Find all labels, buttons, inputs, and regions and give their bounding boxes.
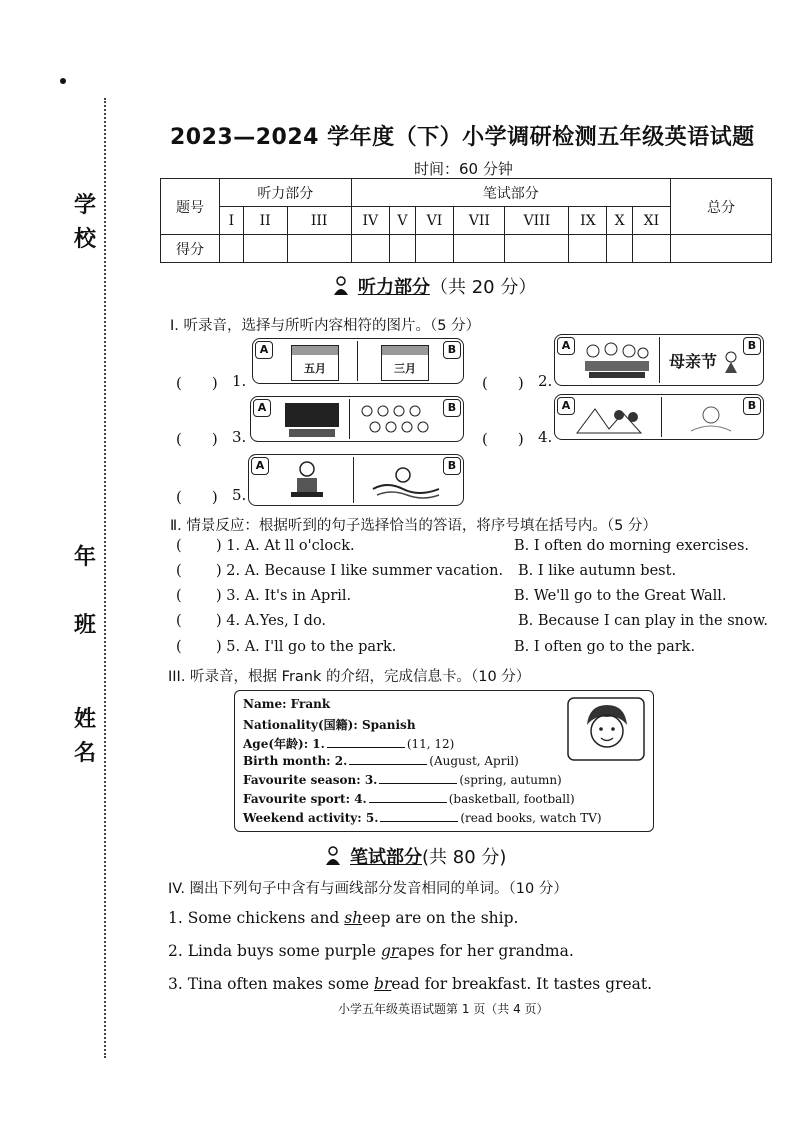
option-b-tag: B — [443, 341, 461, 359]
part2-instruction: Ⅱ. 情景反应：根据听到的句子选择恰当的答语，将序号填在括号内。（5 分） — [170, 518, 657, 534]
part2-q1-option-a: ) 1. A. At ll o'clock. — [216, 538, 355, 554]
q3-picture-box — [250, 396, 464, 442]
part2-q2-option-a: ) 2. A. Because I like summer vacation. — [216, 563, 504, 579]
col-number: IV — [351, 207, 389, 235]
picture-divider — [349, 399, 350, 439]
part2-q1-option-b: B. I often do morning exercises. — [514, 538, 750, 554]
option-a-tag: A — [557, 337, 575, 355]
card-sport-options: (basketball, football) — [448, 792, 575, 806]
col-number: VI — [415, 207, 453, 235]
option-a-tag: A — [251, 457, 269, 475]
part2-q2-option-b: B. I like autumn best. — [518, 563, 677, 579]
underlined-sound: gr — [380, 942, 399, 960]
score-cell[interactable] — [454, 235, 505, 263]
sentence-text: eep are on the ship. — [362, 909, 519, 927]
class-label: 班 — [74, 613, 97, 638]
exam-time: 时间：60 分钟 — [414, 160, 513, 178]
answer-bracket[interactable]: ( ) — [482, 430, 524, 448]
card-weekend-label: Weekend activity: 5. — [243, 811, 379, 825]
card-age-label: Age(年龄): 1. — [243, 737, 325, 751]
col-number: I — [220, 207, 244, 235]
q4-picture-box — [554, 394, 764, 440]
school-label-1: 学 — [74, 193, 97, 218]
card-weekend-activity — [243, 811, 602, 825]
writing-section-heading — [322, 843, 506, 869]
answer-bracket[interactable]: ( ) — [176, 430, 218, 448]
answer-bracket[interactable]: ( ) — [176, 374, 218, 392]
answer-blank[interactable] — [349, 754, 427, 765]
option-b-tag: B — [443, 457, 461, 475]
binding-line — [104, 98, 106, 1058]
calendar-icon — [381, 345, 429, 381]
part4-sentence-1 — [168, 909, 518, 927]
writing-section-label: 笔试部分 — [350, 847, 422, 868]
answer-bracket[interactable]: ( — [176, 588, 182, 604]
option-b-tag: B — [443, 399, 461, 417]
calendar-b-month: 三月 — [394, 362, 416, 375]
score-label: 得分 — [161, 235, 220, 263]
card-season-options: (spring, autumn) — [459, 773, 562, 787]
q1-number: 1. — [232, 372, 247, 390]
part4-instruction: IV. 圈出下列句子中含有与画线部分发音相同的单词。（10 分） — [168, 881, 568, 897]
calendar-icon — [291, 345, 339, 381]
sentence-text: apes for her grandma. — [398, 942, 574, 960]
card-birth-month — [243, 754, 519, 768]
score-cell[interactable] — [287, 235, 351, 263]
part2-q3-option-a: ) 3. A. It's in April. — [216, 588, 352, 604]
card-season-label: Favourite season: 3. — [243, 773, 378, 787]
name-label-1: 姓 — [74, 707, 97, 732]
total-label: 总分 — [671, 179, 772, 235]
option-a-tag: A — [255, 341, 273, 359]
students-group-picture — [355, 401, 437, 439]
mascot-icon — [330, 275, 352, 297]
page-footer: 小学五年级英语试题第 1 页（共 4 页） — [338, 1002, 549, 1016]
info-card — [234, 690, 654, 832]
sentence-text: ead for breakfast. It tastes great. — [391, 975, 653, 993]
svg-text:母亲节: 母亲节 — [669, 352, 718, 371]
mothers-day-picture — [667, 345, 743, 377]
sentence-text: 3. Tina often makes some — [168, 975, 375, 993]
card-weekend-options: (read books, watch TV) — [460, 811, 602, 825]
q5-number: 5. — [232, 486, 247, 504]
calendar-a-month: 五月 — [304, 362, 326, 375]
child-reading-picture — [285, 459, 331, 501]
part4-sentence-2 — [168, 942, 574, 960]
listening-header: 听力部分 — [220, 179, 352, 207]
col-number: XI — [632, 207, 670, 235]
option-a-tag: A — [557, 397, 575, 415]
score-cell[interactable] — [607, 235, 632, 263]
school-label-2: 校 — [74, 227, 97, 252]
score-cell[interactable] — [671, 235, 772, 263]
card-age-options: (11, 12) — [406, 737, 455, 751]
punch-dot — [60, 78, 66, 84]
sentence-text: 1. Some chickens and — [168, 909, 345, 927]
part1-instruction: Ⅰ. 听录音，选择与所听内容相符的图片。（5 分） — [170, 318, 481, 334]
score-cell[interactable] — [632, 235, 670, 263]
option-a-tag: A — [253, 399, 271, 417]
picture-divider — [659, 337, 660, 383]
card-birth-month-options: (August, April) — [429, 754, 519, 768]
q2-number: 2. — [538, 372, 553, 390]
card-nationality-text: Nationality(国籍): Spanish — [243, 718, 416, 732]
score-cell[interactable] — [390, 235, 416, 263]
col-number: X — [607, 207, 632, 235]
answer-blank[interactable] — [380, 811, 458, 822]
answer-bracket[interactable]: ( — [176, 639, 182, 655]
card-name-text: Name: Frank — [243, 697, 331, 711]
snow-play-picture — [575, 399, 655, 437]
q3-number: 3. — [232, 428, 247, 446]
part2-q5-option-a: ) 5. A. I'll go to the park. — [216, 639, 397, 655]
picture-divider — [357, 341, 358, 381]
answer-bracket[interactable]: ( — [176, 563, 182, 579]
writing-section-points: (共 80 分) — [422, 847, 507, 868]
picture-divider — [661, 397, 662, 437]
answer-bracket[interactable]: ( — [176, 613, 182, 629]
q2-picture-box — [554, 334, 764, 386]
card-age — [243, 735, 454, 752]
q4-number: 4. — [538, 428, 553, 446]
score-cell[interactable] — [505, 235, 569, 263]
part2-q5-option-b: B. I often go to the park. — [514, 639, 696, 655]
mascot-icon — [322, 845, 344, 867]
answer-blank[interactable] — [327, 737, 405, 748]
answer-blank[interactable] — [369, 792, 447, 803]
grade-label: 年 — [74, 545, 97, 570]
family-party-picture — [579, 339, 653, 381]
col-number: VIII — [505, 207, 569, 235]
col-number: VII — [454, 207, 505, 235]
card-nationality — [243, 716, 416, 733]
swimming-picture — [369, 463, 443, 499]
score-cell[interactable] — [415, 235, 453, 263]
answer-bracket[interactable]: ( ) — [176, 488, 218, 506]
card-favourite-season — [243, 773, 562, 787]
score-cell[interactable] — [351, 235, 389, 263]
card-sport-label: Favourite sport: 4. — [243, 792, 367, 806]
sentence-text: 2. Linda buys some purple — [168, 942, 381, 960]
summer-scene-picture — [681, 401, 741, 435]
part3-instruction: III. 听录音，根据 Frank 的介绍，完成信息卡。（10 分） — [168, 669, 531, 685]
col-number: IX — [569, 207, 607, 235]
card-favourite-sport — [243, 792, 575, 806]
listening-section-points: （共 20 分） — [430, 277, 537, 298]
card-name — [243, 697, 330, 711]
part2-q4-option-a: ) 4. A.Yes, I do. — [216, 613, 327, 629]
col-number: II — [243, 207, 287, 235]
score-table — [160, 178, 772, 263]
col-number: III — [287, 207, 351, 235]
part4-sentence-3 — [168, 975, 652, 993]
score-cell[interactable] — [243, 235, 287, 263]
part2-q4-option-b: B. Because I can play in the snow. — [518, 613, 769, 629]
listening-section-heading — [330, 273, 536, 299]
part2-q3-option-b: B. We'll go to the Great Wall. — [514, 588, 727, 604]
picture-divider — [353, 457, 354, 503]
option-b-tag: B — [743, 337, 761, 355]
underlined-sound: br — [374, 975, 392, 993]
score-cell[interactable] — [569, 235, 607, 263]
underlined-sound: sh — [344, 909, 363, 927]
col-number: V — [390, 207, 416, 235]
score-cell[interactable] — [220, 235, 244, 263]
listening-section-label: 听力部分 — [358, 277, 430, 298]
name-label-2: 名 — [74, 741, 97, 766]
option-b-tag: B — [743, 397, 761, 415]
classroom-blackboard-picture — [281, 401, 345, 439]
card-birth-month-label: Birth month: 2. — [243, 754, 348, 768]
frank-portrait — [567, 697, 645, 761]
question-number-label: 题号 — [161, 179, 220, 235]
answer-bracket[interactable]: ( ) — [482, 374, 524, 392]
q5-picture-box — [248, 454, 464, 506]
answer-bracket[interactable]: ( — [176, 538, 182, 554]
answer-blank[interactable] — [379, 773, 457, 784]
q1-picture-box — [252, 338, 464, 384]
exam-title: 2023—2024 学年度（下）小学调研检测五年级英语试题 — [170, 125, 755, 150]
writing-header: 笔试部分 — [351, 179, 670, 207]
